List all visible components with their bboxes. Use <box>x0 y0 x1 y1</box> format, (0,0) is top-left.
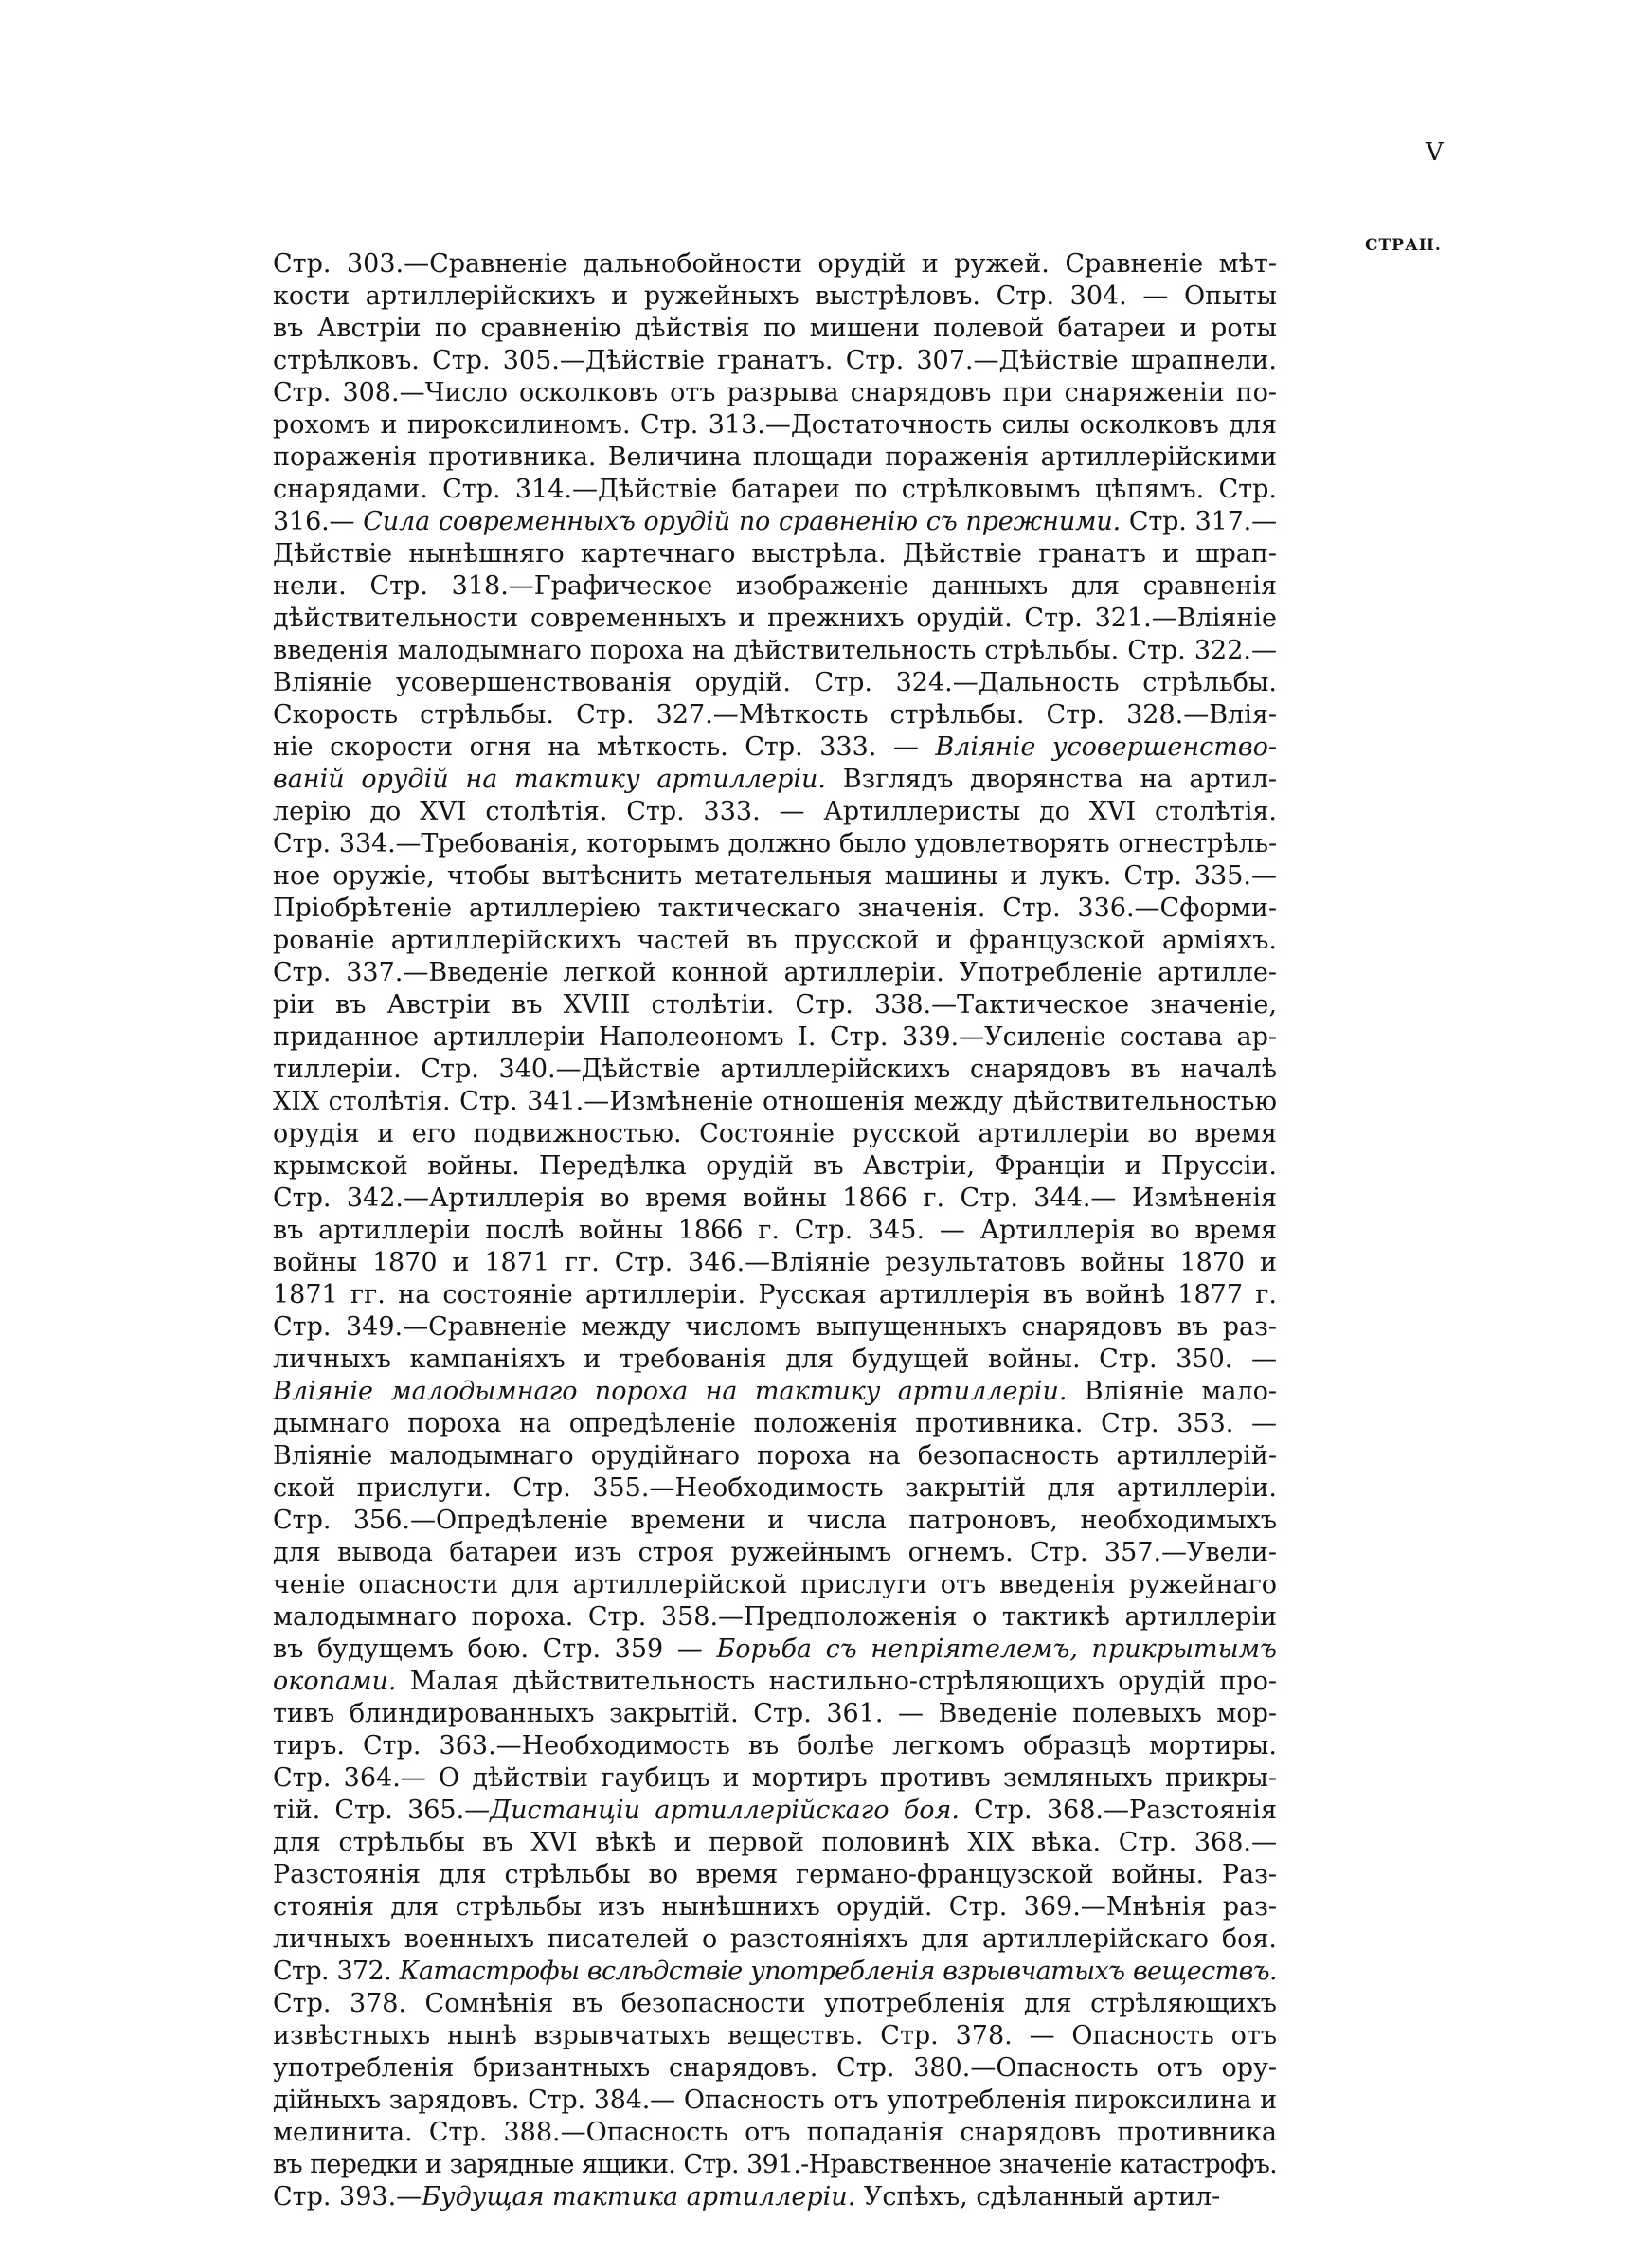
text-run: Стр. 372. <box>273 1957 400 1986</box>
text-run: рованіе артиллерійскихъ частей въ прусской и французской арміяхъ. <box>273 926 1277 955</box>
text-line <box>273 1988 1277 2020</box>
text-run: пораженія противника. Величина площади пораженія артиллерійскими <box>273 442 1277 472</box>
text-run: Дѣйствіе нынѣшняго картечнаго выстрѣла. Дѣйствіе гранатъ и шрап- <box>273 539 1277 569</box>
text-line <box>273 796 1277 828</box>
italic-text-run: Сила современныхъ орудій по сравненію съ прежними. <box>363 507 1122 536</box>
text-line <box>273 2085 1277 2117</box>
text-run: Вліяніе усовершенствованія орудій. Стр. 324.—Дальность стрѣльбы. <box>273 668 1277 697</box>
text-run: лерію до XVI столѣтія. Стр. 333. — Артиллеристы до XVI столѣтія. <box>273 797 1277 826</box>
text-run: Вліяніе малодымнаго орудійнаго пороха на безопасность артиллерій- <box>273 1441 1277 1471</box>
text-run: ской прислуги. Стр. 355.—Необходимость закрытій для артиллеріи. <box>273 1473 1277 1503</box>
text-line <box>273 1054 1277 1086</box>
italic-text-run: Борьба съ непріятелемъ, прикрытымъ <box>716 1634 1277 1664</box>
text-run: Вліяніе мало- <box>1067 1377 1277 1406</box>
text-line <box>273 1666 1277 1698</box>
text-line <box>273 989 1277 1021</box>
page-number: V <box>1426 138 1444 167</box>
text-run: мелинита. Стр. 388.—Опасность отъ попаданія снарядовъ противника <box>273 2118 1277 2147</box>
text-run: употребленія бризантныхъ снарядовъ. Стр. 380.—Опасность отъ ору- <box>273 2053 1277 2083</box>
text-run: малодымнаго пороха. Стр. 358.—Предположенія о тактикѣ артиллеріи <box>273 1602 1277 1632</box>
text-line <box>273 1344 1277 1376</box>
text-run: извѣстныхъ нынѣ взрывчатыхъ веществъ. Стр. 378. — Опасность отъ <box>273 2021 1277 2050</box>
text-line <box>273 377 1277 409</box>
text-line <box>273 1247 1277 1279</box>
text-run: кости артиллерійскихъ и ружейныхъ выстрѣловъ. Стр. 304. — Опыты <box>273 281 1277 311</box>
text-run: Стр. 393.— <box>273 2182 422 2212</box>
italic-text-run: окопами. <box>273 1667 397 1696</box>
text-run: дымнаго пороха на опредѣленіе положенія противника. Стр. 353. — <box>273 1409 1277 1438</box>
italic-text-run: Дистанціи артиллерійскаго боя. <box>490 1796 960 1825</box>
text-run: введенія малодымнаго пороха на дѣйствительность стрѣльбы. Стр. 322.— <box>273 636 1277 665</box>
text-run: нели. Стр. 318.—Графическое изображеніе данныхъ для сравненія <box>273 571 1277 601</box>
text-line <box>273 1021 1277 1054</box>
text-run: тиръ. Стр. 363.—Необходимость въ болѣе легкомъ образцѣ мортиры. <box>273 1731 1277 1760</box>
text-run: въ будущемъ бою. Стр. 359 — <box>273 1634 717 1664</box>
text-run: 1871 гг. на состояніе артиллеріи. Русская артиллерія въ войнѣ 1877 г. <box>273 1280 1277 1309</box>
text-line <box>273 1440 1277 1472</box>
text-run: Стр. 356.—Опредѣленіе времени и числа патроновъ, необходимыхъ <box>273 1506 1277 1535</box>
text-run: XIX столѣтія. Стр. 341.—Измѣненіе отношенія между дѣйствительностью <box>273 1087 1277 1116</box>
text-run: войны 1870 и 1871 гг. Стр. 346.—Вліяніе результатовъ войны 1870 и <box>273 1248 1277 1277</box>
text-run: Стр. 342.—Артиллерія во время войны 1866 г. Стр. 344.— Измѣненія <box>273 1183 1277 1213</box>
text-line <box>273 764 1277 796</box>
text-line <box>273 893 1277 925</box>
text-run: Стр. 368.—Разстоянія <box>959 1796 1277 1825</box>
text-line <box>273 442 1277 474</box>
italic-text-run: Катастрофы вслѣдствіе употребленія взрывчатыхъ веществъ. <box>399 1957 1277 1986</box>
text-run: приданное артиллеріи Наполеономъ I. Стр. 339.—Усиленіе состава ар- <box>273 1022 1277 1052</box>
text-run: дійныхъ зарядовъ. Стр. 384.— Опасность отъ употребленія пироксилина и <box>273 2085 1277 2115</box>
text-line <box>273 2020 1277 2052</box>
text-run: Стр. 308.—Число осколковъ отъ разрыва снарядовъ при снаряженіи по- <box>273 378 1277 407</box>
text-run: орудія и его подвижностью. Состояніе русской артиллеріи во время <box>273 1119 1277 1148</box>
text-run: стрѣлковъ. Стр. 305.—Дѣйствіе гранатъ. Стр. 307.—Дѣйствіе шрапнели. <box>273 346 1277 375</box>
text-line <box>273 1634 1277 1666</box>
text-run: стоянія для стрѣльбы изъ нынѣшнихъ орудій. Стр. 369.—Мнѣнія раз- <box>273 1892 1277 1922</box>
text-run: тиллеріи. Стр. 340.—Дѣйствіе артиллерійскихъ снарядовъ въ началѣ <box>273 1055 1277 1084</box>
text-line <box>273 1601 1277 1634</box>
text-run: Скорость стрѣльбы. Стр. 327.—Мѣткость стрѣльбы. Стр. 328.—Влія- <box>273 700 1277 730</box>
text-line <box>273 1891 1277 1923</box>
text-line <box>273 1923 1277 1956</box>
text-run: Стр. 317.— <box>1121 507 1277 536</box>
text-line <box>273 1183 1277 1215</box>
text-run: Успѣхъ, сдѣланный артил- <box>855 2182 1221 2212</box>
text-line <box>273 313 1277 345</box>
text-line <box>273 635 1277 667</box>
text-run: Стр. 337.—Введеніе легкой конной артиллеріи. Употребленіе артилле- <box>273 958 1277 987</box>
text-line <box>273 1215 1277 1247</box>
text-line <box>273 860 1277 893</box>
text-run: Стр. 349.—Сравненіе между числомъ выпущенныхъ снарядовъ въ раз- <box>273 1312 1277 1342</box>
text-run: Стр. 364.— О дѣйствіи гаубицъ и мортиръ противъ земляныхъ прикры- <box>273 1763 1277 1793</box>
text-line <box>273 2117 1277 2149</box>
text-run: Стр. 303.—Сравненіе дальнобойности орудій и ружей. Сравненіе мѣт- <box>273 249 1277 279</box>
text-run: для стрѣльбы въ XVI вѣкѣ и первой половинѣ XIX вѣка. Стр. 368.— <box>273 1828 1277 1857</box>
text-run: Разстоянія для стрѣльбы во время германо-французской войны. Раз- <box>273 1860 1277 1889</box>
text-line <box>273 699 1277 731</box>
text-run: рохомъ и пироксилиномъ. Стр. 313.—Достаточность силы осколковъ для <box>273 410 1277 440</box>
text-run: Стр. 334.—Требованія, которымъ должно было удовлетворять огнестрѣль- <box>273 829 1277 858</box>
text-run: ніе скорости огня на мѣткость. Стр. 333. — <box>273 732 936 762</box>
text-run: Стр. 378. Сомнѣнія въ безопасности употребленія для стрѣляющихъ <box>273 1989 1277 2018</box>
text-line <box>273 1730 1277 1762</box>
italic-text-run: Будущая тактика артиллеріи. <box>422 2182 856 2212</box>
text-line <box>273 957 1277 989</box>
text-line <box>273 1118 1277 1150</box>
text-line <box>273 1086 1277 1118</box>
text-line <box>273 1408 1277 1440</box>
text-line <box>273 731 1277 764</box>
text-line <box>273 474 1277 506</box>
text-run: ріи въ Австріи въ XVIII столѣтіи. Стр. 338.—Тактическое значеніе, <box>273 990 1277 1020</box>
italic-text-run: ваній орудій на тактику артиллеріи. <box>273 765 826 794</box>
text-line <box>273 1698 1277 1730</box>
text-line <box>273 828 1277 860</box>
text-run: въ артиллеріи послѣ войны 1866 г. Стр. 345. — Артиллерія во время <box>273 1216 1277 1245</box>
text-run: Взглядъ дворянства на артил- <box>825 765 1277 794</box>
text-line <box>273 1150 1277 1183</box>
text-line <box>273 1762 1277 1795</box>
text-line <box>273 538 1277 570</box>
text-run: въ передки и зарядные ящики. Стр. 391.-Нравственное значеніе катастрофъ. <box>273 2150 1277 2179</box>
text-run: ченіе опасности для артиллерійской прислуги отъ введенія ружейнаго <box>273 1570 1277 1599</box>
text-run: для вывода батареи изъ строя ружейнымъ огнемъ. Стр. 357.—Увели- <box>273 1538 1277 1567</box>
text-line <box>273 1537 1277 1569</box>
text-run: тій. Стр. 365.— <box>273 1796 491 1825</box>
text-line <box>273 1859 1277 1891</box>
page-column-header: СТРАН. <box>1365 236 1442 255</box>
text-line <box>273 1505 1277 1537</box>
italic-text-run: Вліяніе усовершенство- <box>935 732 1277 762</box>
text-line <box>273 506 1277 538</box>
text-line <box>273 1279 1277 1311</box>
text-run: ное оружіе, чтобы вытѣснить метательныя машины и лукъ. Стр. 335.— <box>273 861 1277 891</box>
italic-text-run: Вліяніе малодымнаго пороха на тактику артиллеріи. <box>273 1377 1068 1406</box>
text-run: крымской войны. Передѣлка орудій въ Австріи, Франціи и Пруссіи. <box>273 1151 1277 1181</box>
text-line <box>273 280 1277 313</box>
text-line <box>273 667 1277 699</box>
text-line <box>273 603 1277 635</box>
text-line <box>273 1827 1277 1859</box>
body-text <box>273 248 1277 2213</box>
text-run: личныхъ военныхъ писателей о разстояніяхъ для артиллерійскаго боя. <box>273 1924 1277 1954</box>
text-line <box>273 570 1277 603</box>
text-line <box>273 345 1277 377</box>
text-run: снарядами. Стр. 314.—Дѣйствіе батареи по стрѣлковымъ цѣпямъ. Стр. <box>273 475 1277 504</box>
text-line <box>273 1472 1277 1505</box>
text-line <box>273 925 1277 957</box>
text-line <box>273 1376 1277 1408</box>
text-line <box>273 2181 1277 2213</box>
text-run: въ Австріи по сравненію дѣйствія по мишени полевой батареи и роты <box>273 314 1277 343</box>
text-run: Малая дѣйствительность настильно-стрѣляющихъ орудій про- <box>396 1667 1277 1696</box>
text-line <box>273 2052 1277 2085</box>
text-line <box>273 409 1277 442</box>
text-run: Пріобрѣтеніе артиллеріею тактическаго значенія. Стр. 336.—Сформи- <box>273 894 1277 923</box>
text-run: дѣйствительности современныхъ и прежнихъ орудій. Стр. 321.—Вліяніе <box>273 604 1277 633</box>
text-run: 316.— <box>273 507 364 536</box>
text-line <box>273 2149 1277 2181</box>
text-line <box>273 1311 1277 1344</box>
text-line <box>273 248 1277 280</box>
text-line <box>273 1956 1277 1988</box>
text-line <box>273 1795 1277 1827</box>
text-run: тивъ блиндированныхъ закрытій. Стр. 361. — Введеніе полевыхъ мор- <box>273 1699 1277 1728</box>
text-line <box>273 1569 1277 1601</box>
text-run: личныхъ кампаніяхъ и требованія для будущей войны. Стр. 350. — <box>273 1345 1277 1374</box>
